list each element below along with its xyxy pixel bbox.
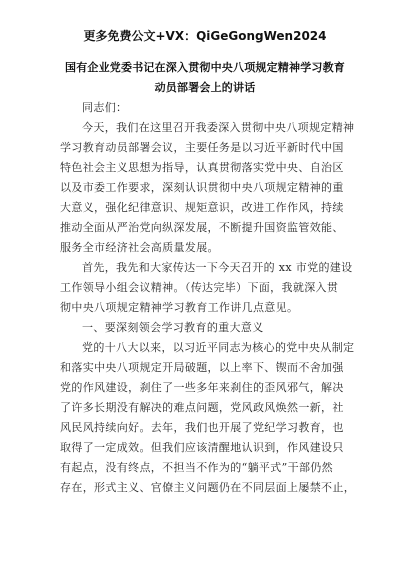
body-text-line: 工作领导小组会议精神。（传达完毕）下面，我就深入贯: [60, 281, 339, 294]
body-text-line: 同志们：: [82, 101, 128, 114]
body-text-line: 特色社会主义思想为指导，认真贯彻落实党中央、自治区: [60, 161, 344, 174]
body-text-line: 一、要深刻领会学习教育的重大意义: [82, 321, 264, 334]
page-header: 更多免费公文+VX：QiGeGongWen2024: [83, 29, 327, 43]
document-title-line-1: 国有企业党委书记在深入贯彻中央八项规定精神学习教育: [65, 61, 345, 74]
body-text-line: 有起点，没有终点，不担当不作为的“躺平式”干部仍然: [60, 461, 333, 474]
body-text-line: 取得了一定成效。但我们应该清醒地认识到，作风建设只: [60, 441, 344, 454]
document-body: [60, 98, 360, 498]
body-text-line: 学习教育动员部署会议，主要任务是以习近平新时代中国: [60, 141, 344, 154]
body-text-line: 存在，形式主义、官僚主义问题仍在不同层面上屡禁不止，: [60, 481, 356, 494]
body-text-line: 以及市委工作要求，深刻认识贯彻中央八项规定精神的重: [60, 181, 344, 194]
body-text-line: 党的作风建设，刹住了一些多年来刹住的歪风邪气，解决: [60, 381, 344, 394]
body-text-line: 大意义，强化纪律意识、规矩意识，改进工作作风，持续: [60, 201, 344, 214]
body-text-line: 党的十八大以来，以习近平同志为核心的党中央从制定: [82, 341, 355, 354]
body-text-line: 服务全市经济社会高质量发展。: [60, 241, 219, 254]
body-text-line: 首先，我先和大家传达一下今天召开的 xx 市党的建设: [82, 261, 353, 274]
body-text-line: 和落实中央八项规定开局破题，以上率下、锲而不舍加强: [60, 361, 344, 374]
document-title-line-2: 动员部署会上的讲话: [154, 81, 256, 94]
body-text-line: 推动全面从严治党向纵深发展，不断提升国资监管效能、: [60, 221, 344, 234]
body-text-line: 了许多长期没有解决的难点问题，党风政风焕然一新，社: [60, 401, 344, 414]
body-text-line: 彻中央八项规定精神学习教育工作讲几点意见。: [60, 301, 299, 314]
body-text-line: 风民风持续向好。去年，我们也开展了党纪学习教育，也: [60, 421, 344, 434]
body-text-line: 今天，我们在这里召开我委深入贯彻中央八项规定精神: [82, 121, 355, 134]
